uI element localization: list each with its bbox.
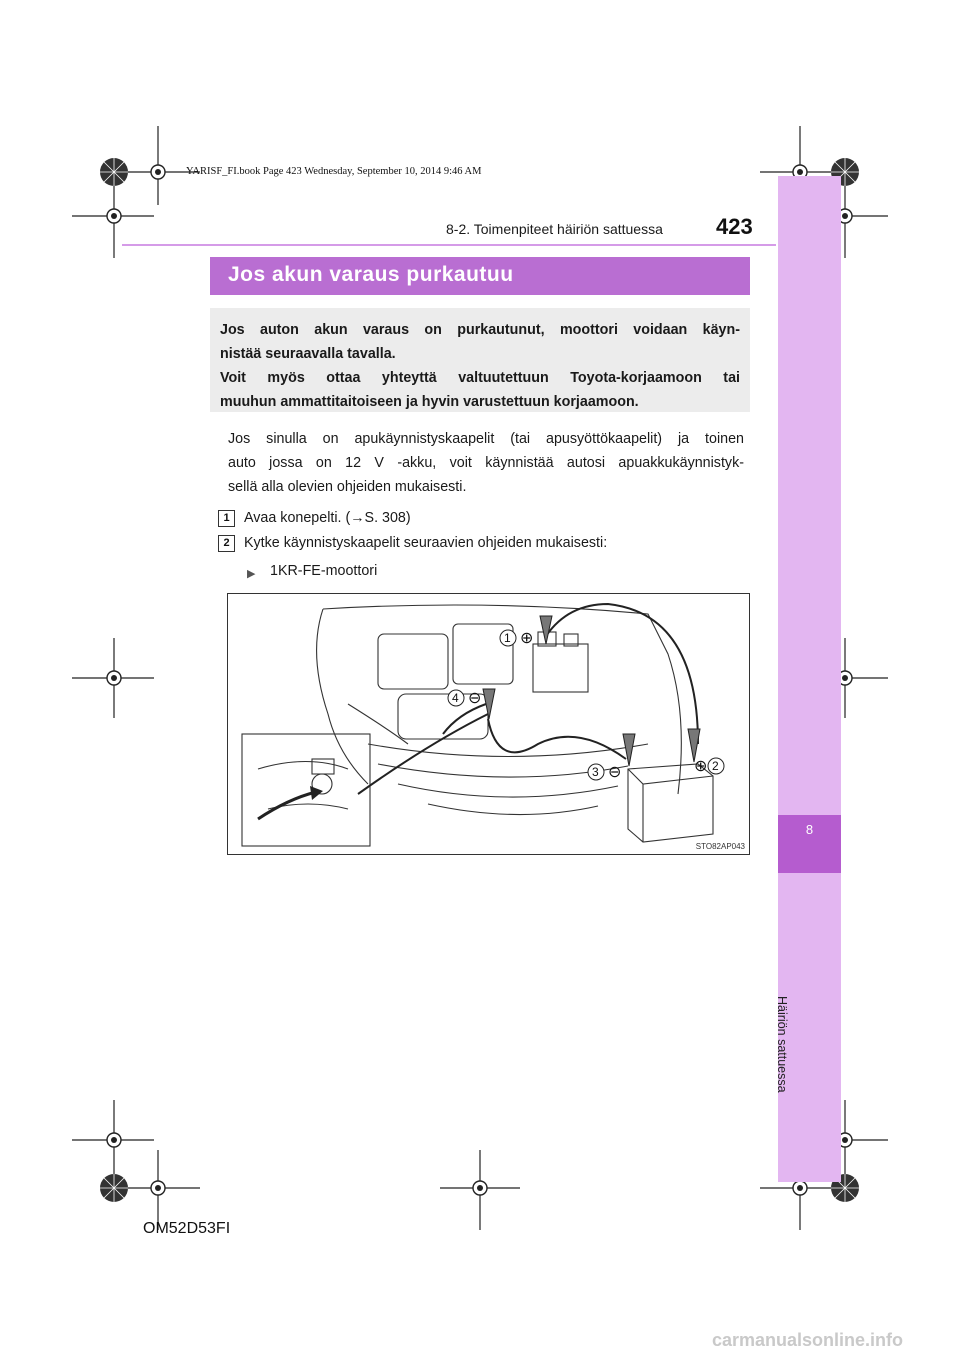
watermark: carmanualsonline.info	[712, 1330, 904, 1350]
body-line: sellä alla olevien ohjeiden mukaisesti.	[228, 479, 467, 495]
triangle-right-icon: ▶	[247, 568, 256, 580]
jump-start-illustration	[227, 593, 750, 855]
body-paragraph	[228, 427, 744, 499]
svg-text:⊕: ⊕	[520, 630, 534, 647]
page-number: 423	[716, 214, 753, 239]
svg-text:⊕: ⊕	[694, 758, 708, 775]
engine-bay-drawing	[228, 594, 749, 854]
svg-text:⊖: ⊖	[608, 764, 622, 781]
chapter-label	[775, 884, 811, 1093]
callout-4: 4	[452, 691, 459, 705]
callout-1: 1	[504, 631, 511, 645]
header-rule	[122, 244, 776, 246]
step-number-1: 1	[218, 510, 235, 527]
chapter-number: 8	[778, 815, 841, 873]
callout-2: 2	[712, 759, 719, 773]
body-line: Jos sinulla on apukäynnistyskaapelit (tai apusyöttökaapelit) ja toinen	[228, 431, 744, 447]
intro-line: Jos auton akun varaus on purkautunut, moottori voidaan käyn-	[220, 322, 740, 338]
svg-text:⊖: ⊖	[468, 690, 482, 707]
page-title: Jos akun varaus purkautuu	[228, 263, 514, 286]
chapter-label-text: Häiriön sattuessa	[775, 996, 789, 1093]
file-stamp: YARISF_FI.book Page 423 Wednesday, September 10, 2014 9:46 AM	[186, 166, 482, 177]
body-line: auto jossa on 12 V -akku, voit käynnistää autosi apuakkukäynnistyk-	[228, 455, 744, 471]
intro-box	[210, 308, 750, 412]
illustration-code: STO82AP043	[695, 842, 745, 851]
intro-line: Voit myös ottaa yhteyttä valtuutettuun Toyota-korjaamoon tai	[220, 370, 740, 386]
title-bar	[210, 257, 750, 295]
step-text-2: Kytke käynnistyskaapelit seuraavien ohjeiden mukaisesti:	[244, 535, 608, 551]
engine-variant-label: 1KR-FE-moottori	[270, 563, 378, 579]
document-code: OM52D53FI	[143, 1220, 231, 1237]
intro-line: nistää seuraavalla tavalla.	[220, 346, 396, 362]
section-header: 8-2. Toimenpiteet häiriön sattuessa	[446, 221, 663, 237]
intro-line: muuhun ammattitaitoiseen ja hyvin varustettuun korjaamoon.	[220, 394, 639, 410]
callout-3: 3	[592, 765, 599, 779]
step-number-2: 2	[218, 535, 235, 552]
step-text-1: Avaa konepelti. (→S. 308)	[244, 510, 411, 526]
